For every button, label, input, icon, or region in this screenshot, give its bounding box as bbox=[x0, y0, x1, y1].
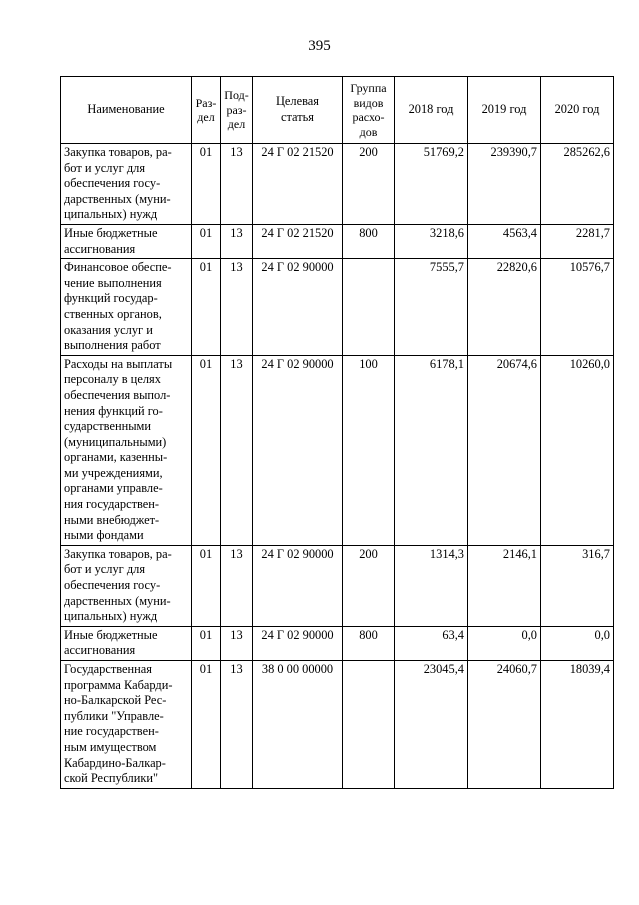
cell-target-article: 38 0 00 00000 bbox=[253, 661, 343, 789]
cell-expense-group: 200 bbox=[343, 545, 395, 626]
cell-target-article: 24 Г 02 90000 bbox=[253, 259, 343, 356]
cell-2019: 0,0 bbox=[468, 626, 541, 660]
cell-2019: 24060,7 bbox=[468, 661, 541, 789]
table-row bbox=[61, 661, 614, 789]
cell-name: Финансовое обеспе- чение выполнения функций государ- ственных органов, оказания услуг и выполнения работ bbox=[61, 259, 192, 356]
cell-target-article: 24 Г 02 90000 bbox=[253, 626, 343, 660]
cell-2018: 23045,4 bbox=[395, 661, 468, 789]
cell-name: Иные бюджетные ассигнования bbox=[61, 224, 192, 258]
cell-name: Государственная программа Кабарди- но-Балкарской Рес- публики "Управле- ние государствен- ным имуществом Кабардино-Балкар- ской Республики" bbox=[61, 661, 192, 789]
page-number: 395 bbox=[308, 38, 331, 54]
cell-expense-group: 200 bbox=[343, 144, 395, 225]
cell-podrazdel: 13 bbox=[221, 661, 253, 789]
header-podrazdel: Под- раз- дел bbox=[221, 77, 253, 144]
cell-expense-group bbox=[343, 661, 395, 789]
cell-expense-group: 100 bbox=[343, 355, 395, 545]
cell-target-article: 24 Г 02 90000 bbox=[253, 355, 343, 545]
cell-2020: 10576,7 bbox=[541, 259, 614, 356]
header-2020: 2020 год bbox=[541, 77, 614, 144]
cell-2018: 1314,3 bbox=[395, 545, 468, 626]
cell-razdel: 01 bbox=[192, 661, 221, 789]
table-row bbox=[61, 545, 614, 626]
cell-razdel: 01 bbox=[192, 144, 221, 225]
cell-2019: 20674,6 bbox=[468, 355, 541, 545]
table-row bbox=[61, 259, 614, 356]
header-target-article: Целевая статья bbox=[253, 77, 343, 144]
cell-2020: 285262,6 bbox=[541, 144, 614, 225]
cell-razdel: 01 bbox=[192, 355, 221, 545]
table-row bbox=[61, 355, 614, 545]
header-expense-group: Группа видов расхо- дов bbox=[343, 77, 395, 144]
cell-2019: 22820,6 bbox=[468, 259, 541, 356]
cell-name: Расходы на выплаты персоналу в целях обеспечения выпол- нения функций го- сударственными (муниципальными) органами, казенны- ми учреждениями, органами управле- ния государствен- ными внебюджет- ными фондами bbox=[61, 355, 192, 545]
cell-expense-group bbox=[343, 259, 395, 356]
cell-razdel: 01 bbox=[192, 259, 221, 356]
header-2019: 2019 год bbox=[468, 77, 541, 144]
cell-2020: 2281,7 bbox=[541, 224, 614, 258]
budget-table bbox=[60, 76, 614, 789]
cell-target-article: 24 Г 02 21520 bbox=[253, 224, 343, 258]
header-razdel: Раз- дел bbox=[192, 77, 221, 144]
cell-podrazdel: 13 bbox=[221, 259, 253, 356]
cell-2020: 0,0 bbox=[541, 626, 614, 660]
cell-2020: 10260,0 bbox=[541, 355, 614, 545]
cell-2018: 6178,1 bbox=[395, 355, 468, 545]
cell-2018: 7555,7 bbox=[395, 259, 468, 356]
cell-expense-group: 800 bbox=[343, 224, 395, 258]
table-row bbox=[61, 626, 614, 660]
cell-2018: 63,4 bbox=[395, 626, 468, 660]
cell-podrazdel: 13 bbox=[221, 144, 253, 225]
table-row bbox=[61, 144, 614, 225]
cell-target-article: 24 Г 02 90000 bbox=[253, 545, 343, 626]
cell-2020: 316,7 bbox=[541, 545, 614, 626]
cell-2019: 2146,1 bbox=[468, 545, 541, 626]
cell-name: Закупка товаров, ра- бот и услуг для обеспечения госу- дарственных (муни- ципальных) нужд bbox=[61, 144, 192, 225]
table-row bbox=[61, 224, 614, 258]
cell-razdel: 01 bbox=[192, 626, 221, 660]
cell-razdel: 01 bbox=[192, 224, 221, 258]
cell-2018: 51769,2 bbox=[395, 144, 468, 225]
cell-2020: 18039,4 bbox=[541, 661, 614, 789]
cell-name: Иные бюджетные ассигнования bbox=[61, 626, 192, 660]
cell-2019: 239390,7 bbox=[468, 144, 541, 225]
cell-expense-group: 800 bbox=[343, 626, 395, 660]
cell-2018: 3218,6 bbox=[395, 224, 468, 258]
cell-razdel: 01 bbox=[192, 545, 221, 626]
cell-podrazdel: 13 bbox=[221, 545, 253, 626]
header-name: Наименование bbox=[61, 77, 192, 144]
cell-name: Закупка товаров, ра- бот и услуг для обеспечения госу- дарственных (муни- ципальных) нужд bbox=[61, 545, 192, 626]
cell-podrazdel: 13 bbox=[221, 626, 253, 660]
table-header-row bbox=[61, 77, 614, 144]
cell-podrazdel: 13 bbox=[221, 355, 253, 545]
cell-target-article: 24 Г 02 21520 bbox=[253, 144, 343, 225]
header-2018: 2018 год bbox=[395, 77, 468, 144]
cell-2019: 4563,4 bbox=[468, 224, 541, 258]
cell-podrazdel: 13 bbox=[221, 224, 253, 258]
